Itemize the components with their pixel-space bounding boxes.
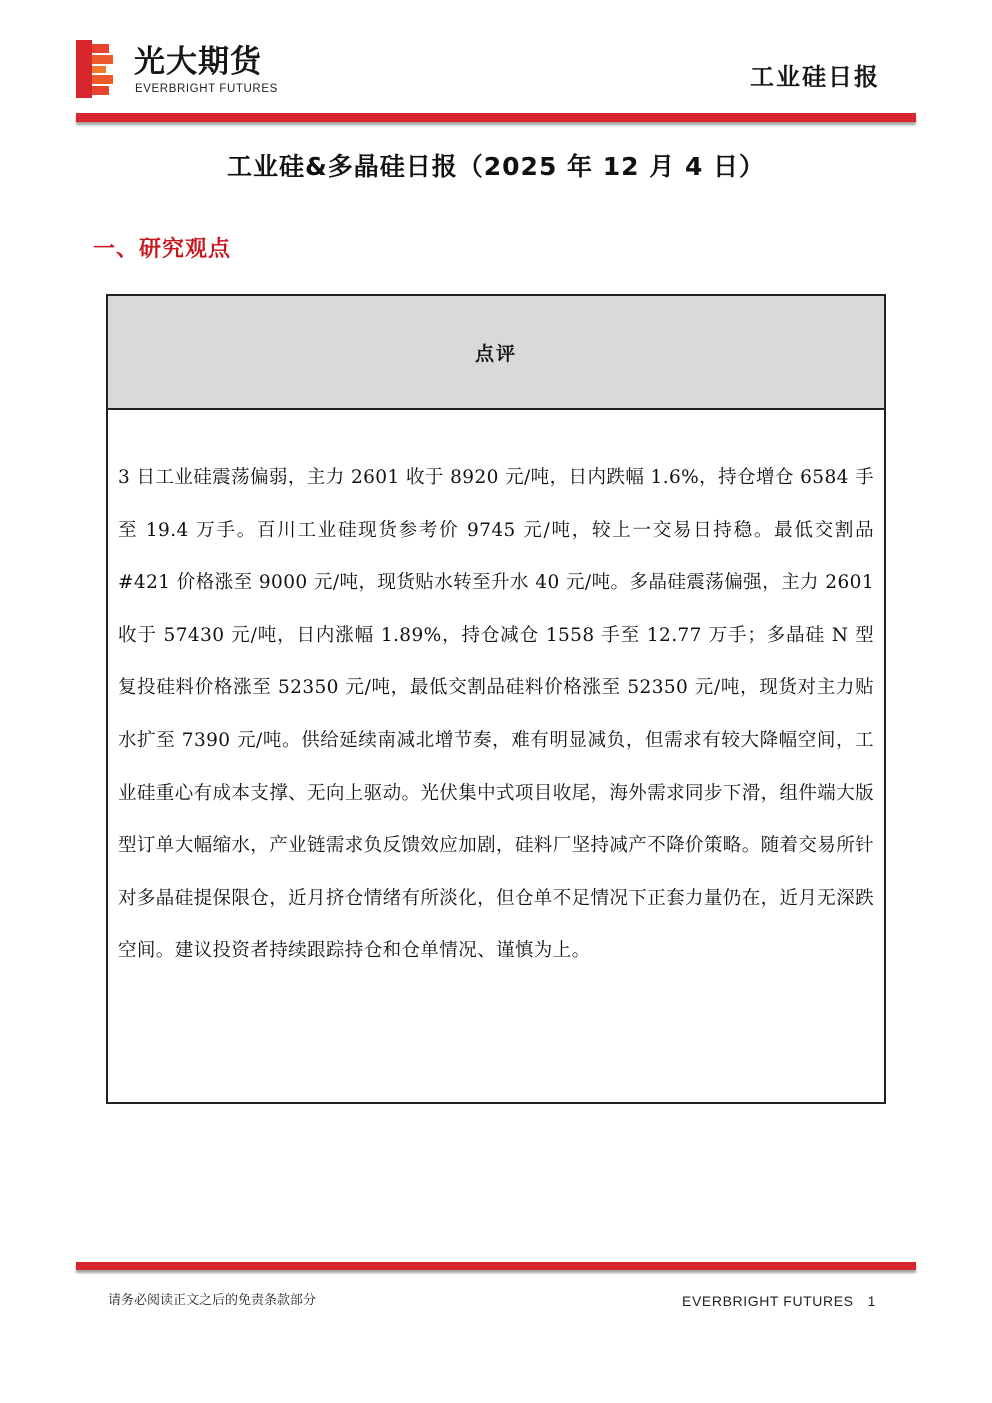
brand-name-en: EVERBRIGHT FUTURES [135,83,278,95]
brand-name-cn: 光大期货 [134,44,262,80]
header-divider [76,113,916,122]
footer-divider [76,1262,916,1270]
everbright-logo-icon [76,40,116,98]
review-table [106,294,886,1104]
document-title: 工业硅&多晶硅日报（2025 年 12 月 4 日） [226,152,766,181]
review-body-text: 3 日工业硅震荡偏弱，主力 2601 收于 8920 元/吨，日内跌幅 1.6%，持仓增仓 6584 手至 19.4 万手。百川工业硅现货参考价 9745 元/吨，较上一交易日持稳。最低交割品#421 价格涨至 9000 元/吨，现货贴水转至升水 40 元/吨。多晶硅震荡偏强，主力 2601 收于 57430 元/吨，日内涨幅 1.89%，持仓减仓 1558 手至 12.77 万手；多晶硅 N 型复投硅料价格涨至 52350 元/吨，最低交割品硅料价格涨至 52350 元/吨，现货对主力贴水扩至 7390 元/吨。供给延续南减北增节奏，难有明显减负，但需求有较大降幅空间，工业硅重心有成本支撑、无向上驱动。光伏集中式项目收尾，海外需求同步下滑，组件端大版型订单大幅缩水，产业链需求负反馈效应加剧，硅料厂坚持减产不降价策略。随着交易所针对多晶硅提保限仓，近月挤仓情绪有所淡化，但仓单不足情况下正套力量仍在，近月无深跌空间。建议投资者持续跟踪持仓和仓单情况、谨慎为上。 [118,467,875,962]
review-header: 点评 [108,296,884,410]
section-heading: 一、研究观点 [93,237,232,262]
footer-company-page [682,1292,876,1310]
report-type-label: 工业硅日报 [750,63,880,91]
page-number: 1 [867,1293,876,1309]
footer-disclaimer: 请务必阅读正文之后的免责条款部分 [108,1293,317,1308]
footer-company: EVERBRIGHT FUTURES [682,1293,854,1309]
